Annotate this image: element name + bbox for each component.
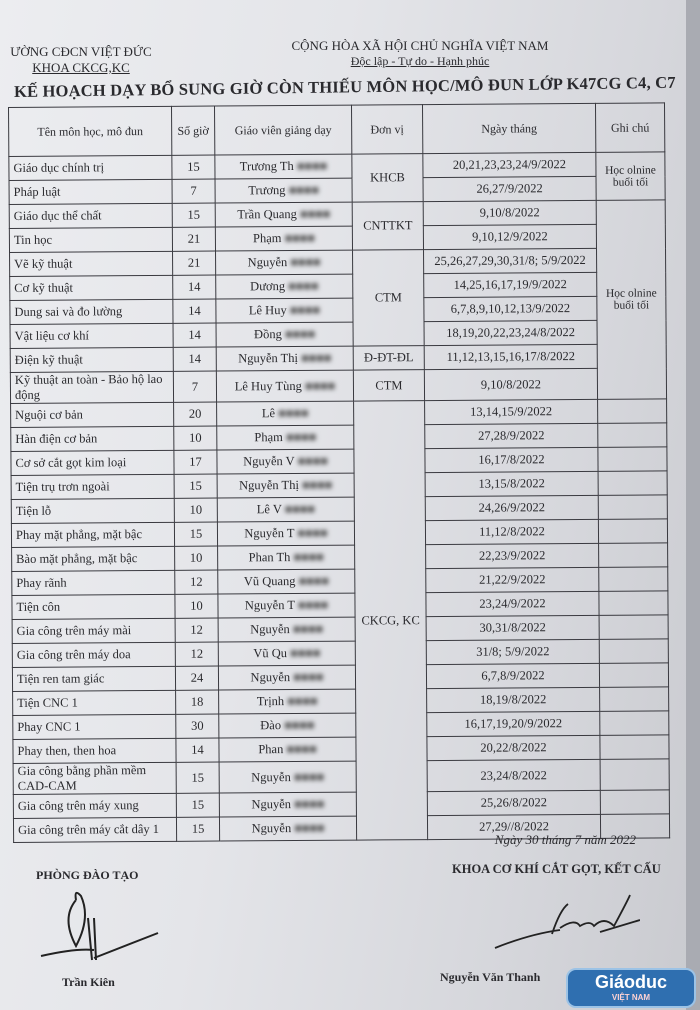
col-hours: Số giờ	[171, 106, 214, 155]
redacted-name: ■■■■	[285, 182, 319, 198]
hours-cell: 24	[175, 666, 218, 690]
note-cell-empty	[600, 735, 669, 759]
subject-cell: Tin học	[9, 227, 172, 252]
note-cell-empty	[598, 423, 667, 447]
teacher-cell	[217, 425, 354, 450]
subject-cell: Gia công trên máy mài	[12, 618, 175, 643]
teacher-cell	[219, 689, 356, 714]
teacher-name: Nguyễn T	[244, 526, 295, 541]
subject-cell: Pháp luật	[9, 179, 172, 204]
teacher-name: Nguyễn	[250, 670, 291, 685]
teacher-name: Trần Quang	[237, 206, 297, 222]
unit-cell: CTM	[353, 370, 424, 401]
redacted-name: ■■■■	[281, 501, 315, 517]
redacted-name: ■■■■	[275, 405, 309, 421]
note-cell-empty	[599, 567, 668, 591]
table-header-row	[9, 103, 665, 157]
hours-cell: 17	[174, 450, 217, 474]
teacher-cell	[218, 617, 355, 642]
note-cell-empty	[599, 663, 668, 687]
note-cell-empty	[598, 471, 667, 495]
unit-cell: CTM	[353, 250, 425, 346]
hours-cell: 12	[175, 570, 218, 594]
note-cell-empty	[600, 687, 669, 711]
teacher-cell	[216, 322, 353, 347]
teacher-name: Nguyễn	[251, 821, 292, 836]
date-cell: 26,27/9/2022	[423, 176, 596, 201]
date-cell: 20,22/8/2022	[427, 735, 600, 760]
teacher-name: Trịnh	[256, 694, 285, 709]
teacher-cell	[219, 761, 356, 793]
redacted-name: ■■■■	[290, 769, 325, 784]
redacted-name: ■■■■	[281, 230, 315, 246]
teacher-cell	[216, 346, 353, 371]
teacher-cell	[216, 250, 353, 275]
hours-cell: 21	[172, 227, 215, 251]
date-cell: 18,19/8/2022	[427, 687, 600, 712]
teacher-name: Nguyễn T	[244, 598, 295, 613]
date-cell: 16,17,19,20/9/2022	[427, 711, 600, 736]
teacher-name: Lê Huy	[248, 303, 287, 318]
subject-cell: Cơ sở cắt gọt kim loại	[11, 450, 174, 475]
hours-cell: 14	[173, 323, 216, 347]
date-cell: 27,29//8/2022	[427, 814, 600, 839]
teacher-cell	[215, 226, 352, 251]
left-signer-name: Trần Kiên	[62, 975, 115, 989]
teacher-cell	[219, 713, 356, 738]
teacher-name: Đồng	[253, 327, 282, 342]
date-cell: 20,21,23,23,24/9/2022	[423, 152, 596, 177]
teacher-cell	[217, 401, 354, 426]
teacher-name: Phạm	[254, 430, 283, 445]
date-cell: 25,26,27,29,30,31/8; 5/9/2022	[424, 248, 597, 273]
issuer-block	[6, 44, 156, 76]
teacher-name: Nguyễn V	[243, 454, 295, 469]
table-row	[13, 759, 669, 795]
note-cell-empty	[598, 447, 667, 471]
document-title: KẾ HOẠCH DẠY BỔ SUNG GIỜ CÒN THIẾU MÔN HỌC/MÔ ĐUN LỚP K47CG C4, C7	[13, 72, 676, 101]
redacted-name: ■■■■	[291, 820, 325, 836]
date-cell: 16,17/8/2022	[425, 447, 598, 472]
hours-cell: 18	[176, 690, 219, 714]
hours-cell: 12	[175, 642, 218, 666]
subject-cell: Tiện ren tam giác	[12, 666, 175, 691]
subject-cell: Vẽ kỹ thuật	[10, 251, 173, 276]
national-header	[270, 38, 570, 69]
hours-cell: 14	[173, 299, 216, 323]
redacted-name: ■■■■	[285, 278, 319, 294]
page-edge	[686, 0, 700, 1010]
note-cell: Học olnine buổi tối	[596, 200, 666, 399]
date-cell: 27,28/9/2022	[425, 423, 598, 448]
date-cell: 6,7,8,9,10,12,13/9/2022	[424, 296, 597, 321]
hours-cell: 15	[174, 474, 217, 498]
subject-cell: Tiện côn	[12, 594, 175, 619]
redacted-name: ■■■■	[281, 717, 315, 733]
redacted-name: ■■■■	[286, 645, 321, 661]
date-cell: 23,24/9/2022	[426, 591, 599, 616]
date-cell: 24,26/9/2022	[425, 495, 598, 520]
subject-cell: Tiện CNC 1	[13, 690, 176, 715]
teacher-name: Vũ Quang	[243, 574, 296, 589]
hours-cell: 12	[175, 618, 218, 642]
hours-cell: 7	[173, 371, 216, 402]
teacher-name: Trương Th	[239, 159, 294, 174]
teacher-cell	[216, 370, 353, 402]
teacher-cell	[216, 274, 353, 299]
subject-cell: Điện kỹ thuật	[10, 347, 173, 372]
subject-cell: Phay then, then hoa	[13, 738, 176, 763]
date-cell: 31/8; 5/9/2022	[426, 639, 599, 664]
redacted-name: ■■■■	[287, 254, 321, 270]
subject-cell: Gia công trên máy xung	[13, 793, 176, 818]
note-cell-empty	[599, 639, 668, 663]
teacher-cell	[217, 521, 354, 546]
teacher-name: Nguyễn	[251, 797, 292, 812]
date-cell: 30,31/8/2022	[426, 615, 599, 640]
date-cell: 9,10,12/9/2022	[423, 224, 596, 249]
redacted-name: ■■■■	[283, 741, 317, 757]
hours-cell: 20	[174, 402, 217, 426]
redacted-name: ■■■■	[297, 350, 332, 365]
motto: Độc lập - Tự do - Hạnh phúc	[350, 54, 490, 68]
teacher-name: Nguyễn	[247, 255, 288, 270]
note-cell-empty	[598, 399, 667, 423]
hours-cell: 14	[173, 275, 216, 299]
hours-cell: 30	[176, 714, 219, 738]
teacher-name: Lê V	[256, 502, 282, 517]
subject-cell: Gia công trên máy cắt dây 1	[13, 817, 176, 842]
redacted-name: ■■■■	[294, 453, 328, 469]
teacher-cell	[217, 473, 354, 498]
unit-cell: KHCB	[352, 154, 423, 202]
hours-cell: 7	[172, 179, 215, 203]
date-cell: 22,23/9/2022	[426, 543, 599, 568]
subject-cell: Giáo dục chính trị	[9, 155, 172, 180]
redacted-name: ■■■■	[293, 158, 328, 174]
hours-cell: 15	[176, 762, 219, 793]
table-row	[10, 368, 666, 404]
right-signer-name: Nguyễn Văn Thanh	[440, 970, 541, 984]
date-cell: 11,12/8/2022	[425, 519, 598, 544]
redacted-name: ■■■■	[286, 302, 321, 318]
date-cell: 6,7,8/9/2022	[426, 663, 599, 688]
subject-cell: Phay rãnh	[12, 570, 175, 595]
teacher-cell	[217, 449, 354, 474]
redacted-name: ■■■■	[284, 693, 318, 709]
date-cell: 23,24/8/2022	[427, 759, 600, 791]
hours-cell: 10	[175, 594, 218, 618]
redacted-name: ■■■■	[294, 525, 328, 541]
hours-cell: 10	[175, 546, 218, 570]
subject-cell: Cơ kỹ thuật	[10, 275, 173, 300]
col-unit: Đơn vị	[351, 105, 422, 154]
teacher-cell	[218, 641, 355, 666]
hours-cell: 15	[176, 793, 219, 817]
date-cell: 21,22/9/2022	[426, 567, 599, 592]
subject-cell: Gia công trên máy doa	[12, 642, 175, 667]
teacher-name: Phan Th	[248, 550, 291, 565]
note-cell-empty	[599, 591, 668, 615]
redacted-name: ■■■■	[289, 621, 324, 637]
redacted-name: ■■■■	[290, 796, 325, 812]
teacher-name: Vũ Qu	[253, 646, 288, 661]
redacted-name: ■■■■	[296, 206, 331, 221]
table-body	[9, 152, 670, 843]
watermark-logo: Giáoduc VIỆT NAM	[566, 968, 696, 1008]
teacher-cell	[217, 497, 354, 522]
teacher-name: Lê Huy Tùng	[234, 378, 302, 393]
unit-cell: CKCG, KC	[354, 401, 428, 840]
date-cell: 18,19,20,22,23,24/8/2022	[424, 320, 597, 345]
subject-cell: Hàn điện cơ bản	[11, 426, 174, 451]
hours-cell: 14	[176, 738, 219, 762]
date-cell: 13,15/8/2022	[425, 471, 598, 496]
redacted-name: ■■■■	[298, 477, 333, 492]
date-cell: 25,26/8/2022	[427, 790, 600, 815]
redacted-name: ■■■■	[290, 549, 324, 565]
note-cell-empty	[599, 615, 668, 639]
teacher-cell	[218, 665, 355, 690]
note-cell-empty	[600, 711, 669, 735]
teacher-cell	[215, 202, 352, 227]
date-cell: 13,14,15/9/2022	[425, 399, 598, 424]
sign-date: Ngày 30 tháng 7 năm 2022	[494, 832, 636, 847]
teacher-cell	[218, 593, 355, 618]
teacher-name: Nguyễn	[250, 622, 290, 637]
teacher-name: Dương	[250, 279, 286, 294]
teacher-cell	[219, 792, 356, 817]
subject-cell: Gia công bằng phần mềm CAD-CAM	[13, 762, 176, 794]
subject-cell: Nguội cơ bản	[11, 402, 174, 427]
subject-cell: Giáo dục thể chất	[9, 203, 172, 228]
hours-cell: 21	[173, 251, 216, 275]
hours-cell: 15	[176, 817, 219, 841]
note-cell-empty	[598, 495, 667, 519]
col-date: Ngày tháng	[422, 103, 595, 153]
unit-cell: CNTTKT	[352, 202, 423, 250]
date-cell: 9,10/8/2022	[424, 368, 597, 400]
subject-cell: Kỹ thuật an toàn - Bảo hộ lao động	[10, 371, 173, 403]
unit-cell: Đ-ĐT-ĐL	[353, 346, 424, 370]
signature-left	[36, 888, 166, 968]
subject-cell: Tiện lỗ	[11, 498, 174, 523]
col-teacher: Giáo viên giảng dạy	[214, 105, 351, 155]
teacher-name: Nguyễn	[251, 769, 291, 784]
teacher-name: Lê	[261, 406, 276, 421]
signature-right	[490, 890, 640, 960]
teacher-name: Nguyễn Thị	[239, 477, 299, 493]
subject-cell: Vật liệu cơ khí	[10, 323, 173, 348]
teacher-name: Nguyễn Thị	[238, 350, 299, 366]
note-cell-empty	[599, 543, 668, 567]
note-cell: Học olnine buổi tối	[596, 152, 665, 200]
subject-cell: Bào mặt phẳng, mặt bậc	[12, 546, 175, 571]
left-signer-title: PHÒNG ĐÀO TẠO	[36, 868, 139, 882]
redacted-name: ■■■■	[301, 378, 336, 393]
hours-cell: 14	[173, 347, 216, 371]
teacher-name: Phạm	[252, 231, 282, 246]
note-cell-empty	[600, 790, 669, 814]
col-notes: Ghi chú	[595, 103, 664, 152]
redacted-name: ■■■■	[294, 597, 329, 613]
hours-cell: 10	[174, 426, 217, 450]
teacher-name: Trương	[248, 183, 286, 198]
teacher-cell	[215, 154, 352, 179]
subject-cell: Phay mặt phẳng, mặt bậc	[11, 522, 174, 547]
teacher-name: Phan	[258, 742, 284, 757]
redacted-name: ■■■■	[281, 326, 316, 342]
note-cell-empty	[598, 519, 667, 543]
hours-cell: 15	[174, 522, 217, 546]
teacher-name: Đào	[260, 718, 282, 733]
republic-title: CỘNG HÒA XÃ HỘI CHỦ NGHĨA VIỆT NAM	[291, 38, 549, 53]
teacher-cell	[218, 569, 355, 594]
hours-cell: 15	[172, 203, 215, 227]
hours-cell: 15	[172, 155, 215, 179]
school-name: ƯỜNG CĐCN VIỆT ĐỨC	[10, 44, 152, 59]
faculty-name: KHOA CKCG,KC	[32, 60, 130, 75]
teacher-cell	[219, 816, 356, 841]
subject-cell: Phay CNC 1	[13, 714, 176, 739]
teacher-cell	[215, 178, 352, 203]
col-subject: Tên môn học, mô đun	[9, 106, 172, 156]
note-cell-empty	[600, 759, 669, 790]
teacher-cell	[216, 298, 353, 323]
date-cell: 11,12,13,15,16,17/8/2022	[424, 344, 597, 369]
teacher-cell	[218, 545, 355, 570]
subject-cell: Tiện trụ trơn ngoài	[11, 474, 174, 499]
date-cell: 14,25,16,17,19/9/2022	[424, 272, 597, 297]
redacted-name: ■■■■	[295, 573, 329, 589]
date-cell: 9,10/8/2022	[423, 200, 596, 225]
hours-cell: 10	[174, 498, 217, 522]
teacher-cell	[219, 737, 356, 762]
schedule-table	[8, 102, 670, 843]
right-signer-title: KHOA CƠ KHÍ CẮT GỌT, KẾT CẤU	[452, 862, 661, 876]
redacted-name: ■■■■	[282, 429, 317, 445]
subject-cell: Dung sai và đo lường	[10, 299, 173, 324]
redacted-name: ■■■■	[290, 669, 324, 685]
